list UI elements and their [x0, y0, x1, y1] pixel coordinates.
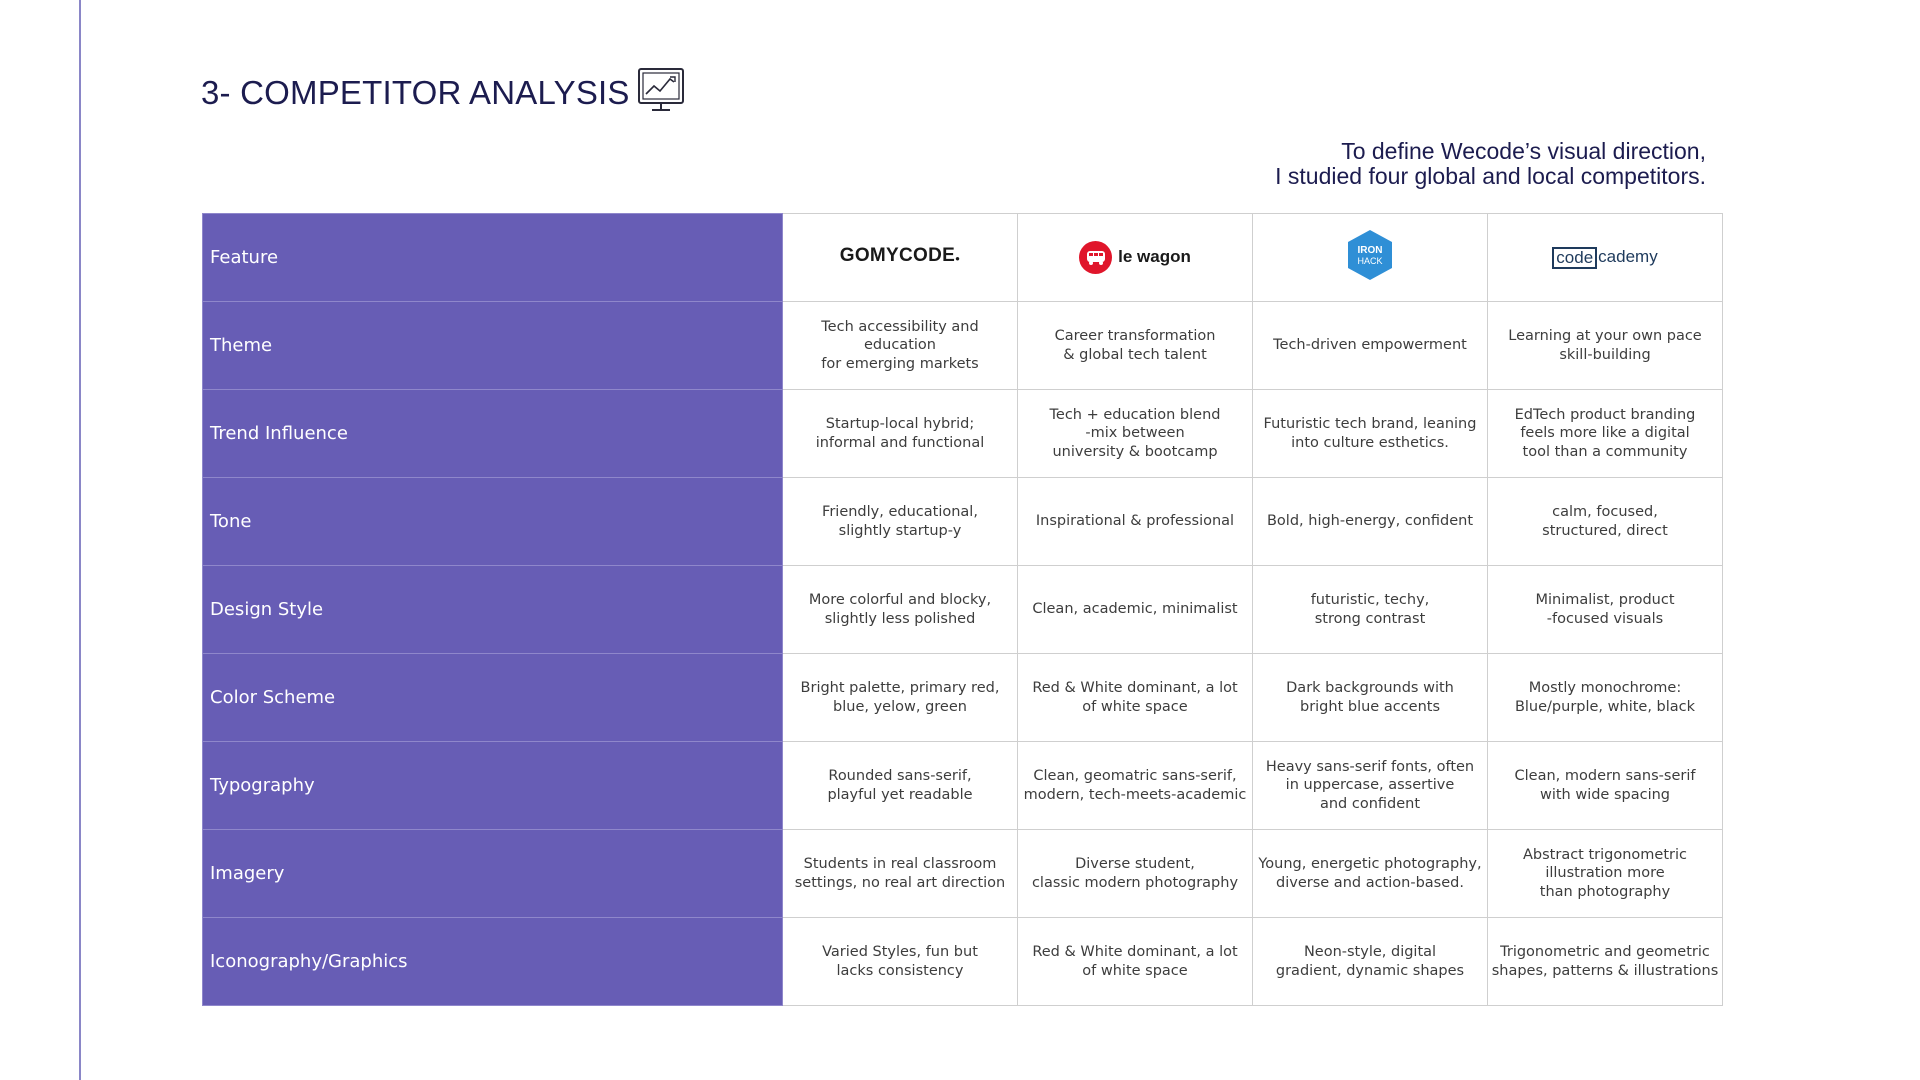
- table-cell: Varied Styles, fun but lacks consistency: [783, 918, 1018, 1006]
- table-cell: Inspirational & professional: [1018, 478, 1253, 566]
- table-cell: Trigonometric and geometric shapes, patterns & illustrations: [1488, 918, 1723, 1006]
- intro-text: [1275, 139, 1706, 189]
- competitor-table: [202, 213, 1723, 1006]
- bus-icon: [1079, 241, 1112, 274]
- table-cell: Minimalist, product -focused visuals: [1488, 566, 1723, 654]
- lewagon-logo: [1079, 241, 1191, 274]
- gomycode-logo-text: GOMYCODE: [839, 244, 956, 266]
- feature-header: Feature: [203, 214, 783, 302]
- ironhack-logo-line2: HACK: [1357, 255, 1383, 266]
- feature-label: Imagery: [203, 830, 783, 918]
- lewagon-logo-text: le wagon: [1118, 247, 1191, 267]
- table-cell: Red & White dominant, a lot of white space: [1018, 654, 1253, 742]
- table-cell: Tech + education blend -mix between university & bootcamp: [1018, 390, 1253, 478]
- feature-label: Theme: [203, 302, 783, 390]
- feature-label: Typography: [203, 742, 783, 830]
- table-cell: Clean, academic, minimalist: [1018, 566, 1253, 654]
- table-cell: Clean, modern sans-serif with wide spacing: [1488, 742, 1723, 830]
- table-cell: Young, energetic photography, diverse and action-based.: [1253, 830, 1488, 918]
- competitor-logo-codecademy: [1488, 214, 1723, 302]
- competitor-logo-ironhack: [1253, 214, 1488, 302]
- competitor-logo-lewagon: [1018, 214, 1253, 302]
- table-row: [203, 918, 1723, 1006]
- table-cell: Students in real classroom settings, no real art direction: [783, 830, 1018, 918]
- table-row: [203, 302, 1723, 390]
- table-cell: Abstract trigonometric illustration more than photography: [1488, 830, 1723, 918]
- table-row: [203, 830, 1723, 918]
- table-cell: Bright palette, primary red, blue, yelow, green: [783, 654, 1018, 742]
- table-row: [203, 742, 1723, 830]
- table-cell: Bold, high-energy, confident: [1253, 478, 1488, 566]
- table-cell: Tech-driven empowerment: [1253, 302, 1488, 390]
- table-row: [203, 566, 1723, 654]
- table-cell: Red & White dominant, a lot of white space: [1018, 918, 1253, 1006]
- table-cell: Dark backgrounds with bright blue accents: [1253, 654, 1488, 742]
- table-cell: Startup-local hybrid; informal and functional: [783, 390, 1018, 478]
- table-header-row: [203, 214, 1723, 302]
- intro-line-2: I studied four global and local competitors.: [1275, 163, 1706, 189]
- intro-line-1: To define Wecode’s visual direction,: [1341, 138, 1706, 164]
- table-cell: futuristic, techy, strong contrast: [1253, 566, 1488, 654]
- registered-icon: ●: [955, 253, 961, 263]
- page-title: 3- COMPETITOR ANALYSIS: [201, 74, 630, 111]
- feature-label: Iconography/Graphics: [203, 918, 783, 1006]
- table-cell: Heavy sans-serif fonts, often in uppercase, assertive and confident: [1253, 742, 1488, 830]
- table-cell: Learning at your own pace skill-building: [1488, 302, 1723, 390]
- codecademy-logo-box: code: [1552, 247, 1597, 269]
- table-cell: Neon-style, digital gradient, dynamic shapes: [1253, 918, 1488, 1006]
- table-cell: Diverse student, classic modern photography: [1018, 830, 1253, 918]
- table-cell: Clean, geomatric sans-serif, modern, tech-meets-academic: [1018, 742, 1253, 830]
- table-cell: Tech accessibility and education for emerging markets: [783, 302, 1018, 390]
- table-cell: More colorful and blocky, slightly less polished: [783, 566, 1018, 654]
- feature-label: Design Style: [203, 566, 783, 654]
- feature-label: Color Scheme: [203, 654, 783, 742]
- table-row: [203, 478, 1723, 566]
- table-cell: Futuristic tech brand, leaning into culture esthetics.: [1253, 390, 1488, 478]
- table-row: [203, 390, 1723, 478]
- left-margin-rule: [79, 0, 81, 1080]
- table-cell: Rounded sans-serif, playful yet readable: [783, 742, 1018, 830]
- hexagon-logo: [1346, 229, 1394, 281]
- table-cell: calm, focused, structured, direct: [1488, 478, 1723, 566]
- competitor-logo-gomycode: [783, 214, 1018, 302]
- feature-label: Trend Influence: [203, 390, 783, 478]
- ironhack-logo-line1: IRON: [1357, 244, 1383, 256]
- codecademy-logo-text: cademy: [1598, 247, 1658, 267]
- codecademy-logo: [1552, 247, 1657, 269]
- table-cell: Friendly, educational, slightly startup-y: [783, 478, 1018, 566]
- feature-label: Tone: [203, 478, 783, 566]
- table-row: [203, 654, 1723, 742]
- table-cell: Mostly monochrome: Blue/purple, white, black: [1488, 654, 1723, 742]
- gomycode-logo: [840, 245, 961, 266]
- table-cell: EdTech product branding feels more like a digital tool than a community: [1488, 390, 1723, 478]
- monitor-chart-icon: [636, 66, 686, 114]
- table-cell: Career transformation & global tech talent: [1018, 302, 1253, 390]
